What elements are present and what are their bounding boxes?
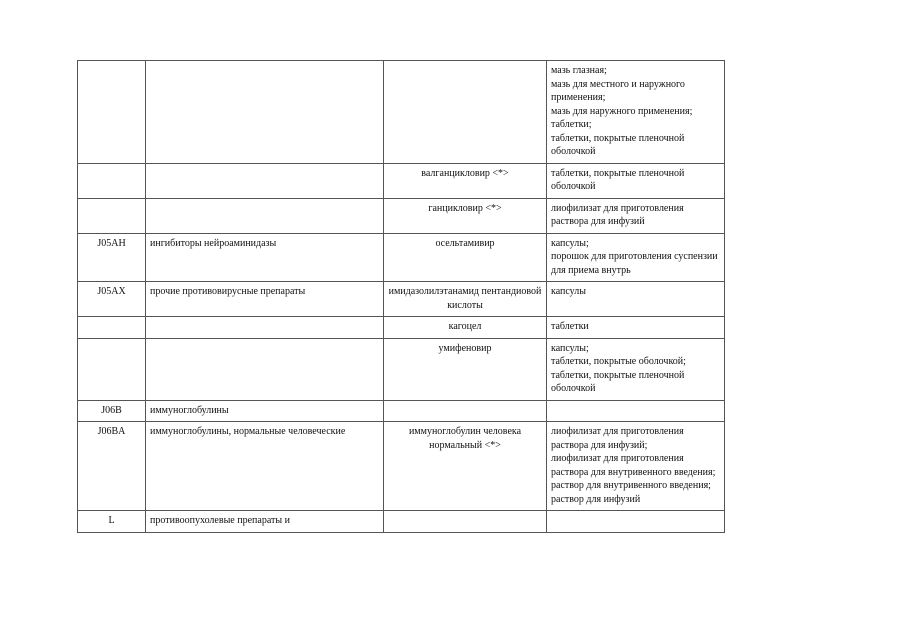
drug-name-cell: валганцикловир <*> xyxy=(384,163,547,198)
dosage-form-cell xyxy=(547,400,725,422)
table-row xyxy=(78,61,725,164)
table-row xyxy=(78,400,725,422)
table-row xyxy=(78,422,725,511)
dosage-form-cell xyxy=(547,198,725,233)
dosage-form-line: лиофилизат для приготовления раствора для инфузий; xyxy=(551,426,684,451)
dosage-form-line: мазь глазная; xyxy=(551,65,607,76)
dosage-form-line: таблетки, покрытые оболочкой; xyxy=(551,356,686,367)
table-row xyxy=(78,198,725,233)
dosage-form-line: мазь для местного и наружного применения; xyxy=(551,78,685,103)
atc-code-cell: L xyxy=(78,511,146,533)
dosage-form-line: лиофилизат для приготовления раствора для внутривенного введения; xyxy=(551,453,716,478)
atc-code-cell xyxy=(78,317,146,339)
drug-name-cell: имидазолилэтанамид пентандиовой кислоты xyxy=(384,282,547,317)
atc-group-cell: прочие противовирусные препараты xyxy=(146,282,384,317)
drug-table xyxy=(77,60,725,533)
atc-code-cell xyxy=(78,163,146,198)
atc-group-cell: ингибиторы нейроаминидазы xyxy=(146,233,384,282)
atc-code-cell: J06B xyxy=(78,400,146,422)
atc-group-cell xyxy=(146,317,384,339)
dosage-form-line: таблетки; xyxy=(551,119,592,130)
table-row xyxy=(78,338,725,400)
dosage-form-cell xyxy=(547,317,725,339)
dosage-form-line: раствор для внутривенного введения; xyxy=(551,480,711,491)
dosage-form-line: таблетки, покрытые пленочной оболочкой xyxy=(551,132,685,157)
atc-group-cell: иммуноглобулины, нормальные человеческие xyxy=(146,422,384,511)
dosage-form-cell xyxy=(547,282,725,317)
dosage-form-cell xyxy=(547,233,725,282)
dosage-form-line: порошок для приготовления суспензии для приема внутрь xyxy=(551,251,718,276)
dosage-form-line: таблетки, покрытые пленочной оболочкой xyxy=(551,369,685,394)
atc-group-cell: иммуноглобулины xyxy=(146,400,384,422)
drug-name-cell xyxy=(384,400,547,422)
drug-name-cell xyxy=(384,511,547,533)
atc-group-cell xyxy=(146,163,384,198)
dosage-form-cell xyxy=(547,338,725,400)
table-row xyxy=(78,282,725,317)
drug-name-cell xyxy=(384,61,547,164)
atc-code-cell: J05AX xyxy=(78,282,146,317)
dosage-form-cell xyxy=(547,61,725,164)
atc-code-cell xyxy=(78,198,146,233)
drug-name-cell: ганцикловир <*> xyxy=(384,198,547,233)
dosage-form-line: таблетки, покрытые пленочной оболочкой xyxy=(551,167,685,192)
drug-name-cell: иммуноглобулин человека нормальный <*> xyxy=(384,422,547,511)
atc-group-cell xyxy=(146,61,384,164)
atc-group-cell xyxy=(146,338,384,400)
dosage-form-line: капсулы xyxy=(551,286,586,297)
dosage-form-line: лиофилизат для приготовления раствора для инфузий xyxy=(551,202,684,227)
dosage-form-line: раствор для инфузий xyxy=(551,493,641,505)
drug-name-cell: умифеновир xyxy=(384,338,547,400)
table-row xyxy=(78,511,725,533)
atc-group-cell: противоопухолевые препараты и xyxy=(146,511,384,533)
dosage-form-line: капсулы; xyxy=(551,342,589,354)
atc-code-cell xyxy=(78,338,146,400)
table-row xyxy=(78,233,725,282)
atc-code-cell xyxy=(78,61,146,164)
atc-code-cell: J06BA xyxy=(78,422,146,511)
table-row xyxy=(78,317,725,339)
atc-code-cell: J05AH xyxy=(78,233,146,282)
dosage-form-line: таблетки xyxy=(551,321,589,332)
dosage-form-cell xyxy=(547,422,725,511)
dosage-form-cell xyxy=(547,511,725,533)
dosage-form-cell xyxy=(547,163,725,198)
drug-name-cell: осельтамивир xyxy=(384,233,547,282)
table-row xyxy=(78,163,725,198)
dosage-form-line: капсулы; xyxy=(551,237,589,249)
dosage-form-line: мазь для наружного применения; xyxy=(551,105,693,117)
atc-group-cell xyxy=(146,198,384,233)
drug-name-cell: кагоцел xyxy=(384,317,547,339)
